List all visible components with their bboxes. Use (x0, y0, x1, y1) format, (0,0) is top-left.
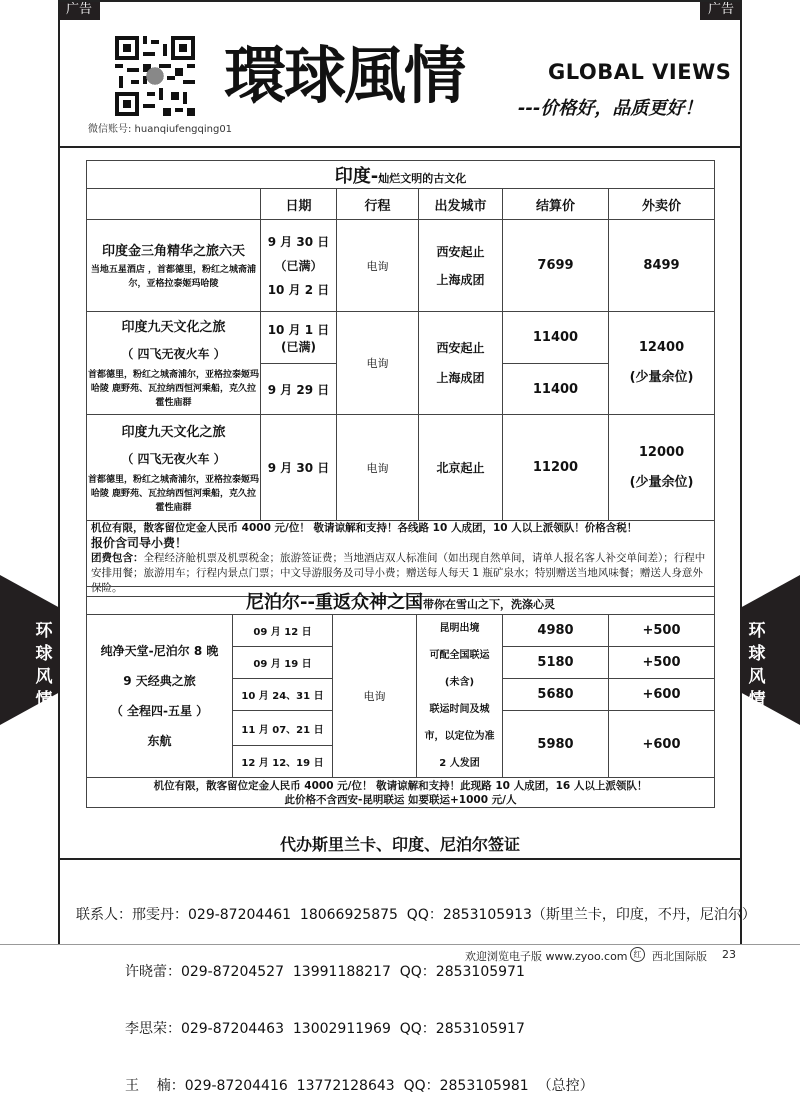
date-cell: 9 月 30 日 (261, 415, 337, 521)
col-header-retail: 外卖价 (609, 189, 715, 220)
table-row (87, 220, 715, 312)
tour-name: 纯净天堂-尼泊尔 8 晚 (100, 644, 219, 658)
tour-name-cell (87, 220, 261, 312)
retail-price (609, 415, 715, 521)
col-header-settlement: 结算价 (503, 189, 609, 220)
tour-name: 印度金三角精华之旅六天 (101, 244, 245, 259)
side-text-left: 环球风情 (35, 621, 53, 710)
date-cell: 09 月 19 日 (233, 647, 333, 679)
city: 上海成团 (436, 371, 485, 385)
settlement-price: 11400 (503, 364, 609, 415)
wechat-account: 微信账号: huanqiufengqing01 (88, 124, 233, 135)
city-line: 联运时间及城 (429, 704, 490, 715)
city: 上海成团 (436, 272, 485, 287)
contacts-list (76, 868, 756, 1115)
city-cell (417, 615, 503, 778)
tour-name: 9 天经典之旅 (123, 674, 196, 688)
footer-badge-icon: 红 (630, 947, 645, 962)
date-cell: 9 月 29 日 (261, 364, 337, 415)
city-cell: 北京起止 (419, 415, 503, 521)
retail-note: (少量余位) (629, 370, 694, 385)
tour-name-cell (87, 415, 261, 521)
retail-price: +500 (609, 647, 715, 679)
footer-edition: 西北国际版 (652, 950, 707, 963)
blank-header (87, 189, 261, 220)
date-cell: 12 月 12、19 日 (233, 746, 333, 778)
nepal-title (87, 587, 715, 615)
qr-code-icon (115, 36, 195, 116)
visa-service: 代办斯里兰卡、印度、尼泊尔签证 (279, 835, 520, 854)
city-cell (419, 312, 503, 415)
tour-desc: 首都德里，粉红之城斋浦尔，亚格拉泰姬玛哈陵 鹿野苑、瓦拉纳西恒河乘船，克久拉霍性庙群 (87, 370, 259, 408)
retail-price (609, 312, 715, 415)
city-line: 市，以定位为准 (424, 731, 495, 742)
settlement-price: 11200 (503, 415, 609, 521)
tour-name: 印度九天文化之旅 (121, 320, 226, 335)
retail-note: (少量余位) (629, 474, 694, 490)
city-line: 2 人发团 (439, 758, 480, 769)
city-line: 昆明出境 (439, 623, 480, 634)
city-cell (419, 220, 503, 312)
retail-value: 12000 (638, 444, 685, 460)
col-header-date: 日期 (261, 189, 337, 220)
india-title (87, 161, 715, 189)
settlement-price: 7699 (503, 220, 609, 312)
date-status: （已满） (274, 258, 323, 273)
retail-price: +600 (609, 711, 715, 778)
date-cell: 11 月 07、21 日 (233, 711, 333, 746)
retail-price: 8499 (609, 220, 715, 312)
nepal-notice-2: 此价格不含西安-昆明联运 如要联运+1000 元/人 (284, 793, 517, 806)
airline: 东航 (147, 734, 172, 748)
india-notice-2: 报价含司导小费！ (91, 536, 188, 550)
col-header-city: 出发城市 (419, 189, 503, 220)
brand-logo: 環球風情 (224, 39, 465, 112)
nepal-title-sub: 带你在雪山之下，洗涤心灵 (422, 597, 555, 611)
fee-text: 全程经济舱机票及机票税金；旅游签证费；当地酒店双人标准间（如出现自然单间，请单人报名客人补交单间差）；行程中安排用餐；旅游用车；行程内景点门票；中文导游服务及司导小费；赠送每人每天 1 瓶矿泉水；特别赠送当地风味餐；赠送人身意外保险。 (91, 552, 706, 594)
date: 10 月 2 日 (267, 282, 330, 297)
india-table (86, 160, 715, 597)
retail-price: +600 (609, 679, 715, 711)
contact-line: 李思荣：029-87204463 13002911969 QQ：2853105917 (76, 1021, 525, 1037)
itinerary-cell: 电询 (333, 615, 417, 778)
city-line: 可配全国联运 (429, 650, 490, 661)
col-header-itinerary: 行程 (337, 189, 419, 220)
city-line: (未含) (444, 677, 475, 688)
nepal-notice-1: 机位有限，散客留位定金人民币 4000 元/位！ 敬请谅解和支持！此现路 10 人成团，16 人以上派领队！ (153, 779, 648, 792)
tour-name: 印度九天文化之旅 (121, 424, 226, 440)
india-title-main: 印度- (334, 165, 379, 187)
city: 西安起止 (436, 244, 485, 259)
tour-desc: 首都德里，粉红之城斋浦尔，亚格拉泰姬玛哈陵 鹿野苑、瓦拉纳西恒河乘船，克久拉霍性庙群 (87, 474, 259, 513)
ad-label-left: 广告 (58, 0, 100, 20)
retail-price: +500 (609, 615, 715, 647)
ad-label-right: 广告 (700, 0, 742, 20)
city: 西安起止 (436, 341, 485, 355)
nepal-title-main: 尼泊尔--重返众神之国 (246, 591, 423, 613)
tour-subname: （ 四飞无夜火车 ） (121, 451, 226, 466)
slogan: ---价格好，品质更好！ (518, 98, 703, 119)
contact-line: 联系人：邢雯丹：029-87204461 18066925875 QQ：2853105913（斯里兰卡，印度，不丹，尼泊尔） (76, 907, 756, 923)
retail-value: 12400 (638, 340, 685, 355)
tour-name-cell (87, 615, 233, 778)
itinerary-cell: 电询 (337, 312, 419, 415)
settlement-price: 5680 (503, 679, 609, 711)
itinerary-cell: 电询 (337, 415, 419, 521)
itinerary-cell: 电询 (337, 220, 419, 312)
contact-line: 许晓蕾：029-87204527 13991188217 QQ：2853105971 (76, 964, 525, 980)
nepal-notice (87, 778, 715, 808)
header-divider (60, 146, 740, 148)
global-views-title: GLOBAL VIEWS (548, 60, 732, 84)
footer-welcome: 欢迎浏览电子版 www.zyoo.com (465, 950, 628, 963)
date-cell: 09 月 12 日 (233, 615, 333, 647)
tour-name-cell (87, 312, 261, 415)
contacts-divider (60, 858, 740, 860)
settlement-price: 5180 (503, 647, 609, 679)
date-status: (已满) (281, 339, 316, 354)
tour-subname: （ 全程四-五星 ） (110, 704, 209, 718)
date: 9 月 30 日 (267, 234, 330, 249)
india-title-sub: 灿烂文明的古文化 (378, 171, 467, 185)
date-cell (261, 220, 337, 312)
table-row (87, 615, 715, 647)
tour-subname: （ 四飞无夜火车 ） (121, 347, 226, 361)
page-number: 23 (722, 948, 736, 961)
footer-rule (0, 944, 800, 945)
fee-label: 团费包含： (91, 552, 144, 564)
table-row (87, 312, 715, 364)
date: 10 月 1 日 (267, 322, 330, 337)
contact-line: 王 楠：029-87204416 13772128643 QQ：2853105981 （总控） (76, 1078, 594, 1094)
side-text-right: 环球风情 (748, 621, 766, 710)
date-cell: 10 月 24、31 日 (233, 679, 333, 711)
settlement-price: 11400 (503, 312, 609, 364)
india-notice-1: 机位有限，散客留位定金人民币 4000 元/位！ 敬请谅解和支持！各线路 10 人成团，10 人以上派领队！价格含税！ (91, 522, 638, 534)
table-row (87, 415, 715, 521)
date-cell (261, 312, 337, 364)
nepal-table (86, 586, 715, 808)
tour-desc: 当地五星酒店 ，首都德里，粉红之城斋浦尔，亚格拉泰姬玛哈陵 (90, 265, 257, 289)
settlement-price: 4980 (503, 615, 609, 647)
settlement-price: 5980 (503, 711, 609, 778)
